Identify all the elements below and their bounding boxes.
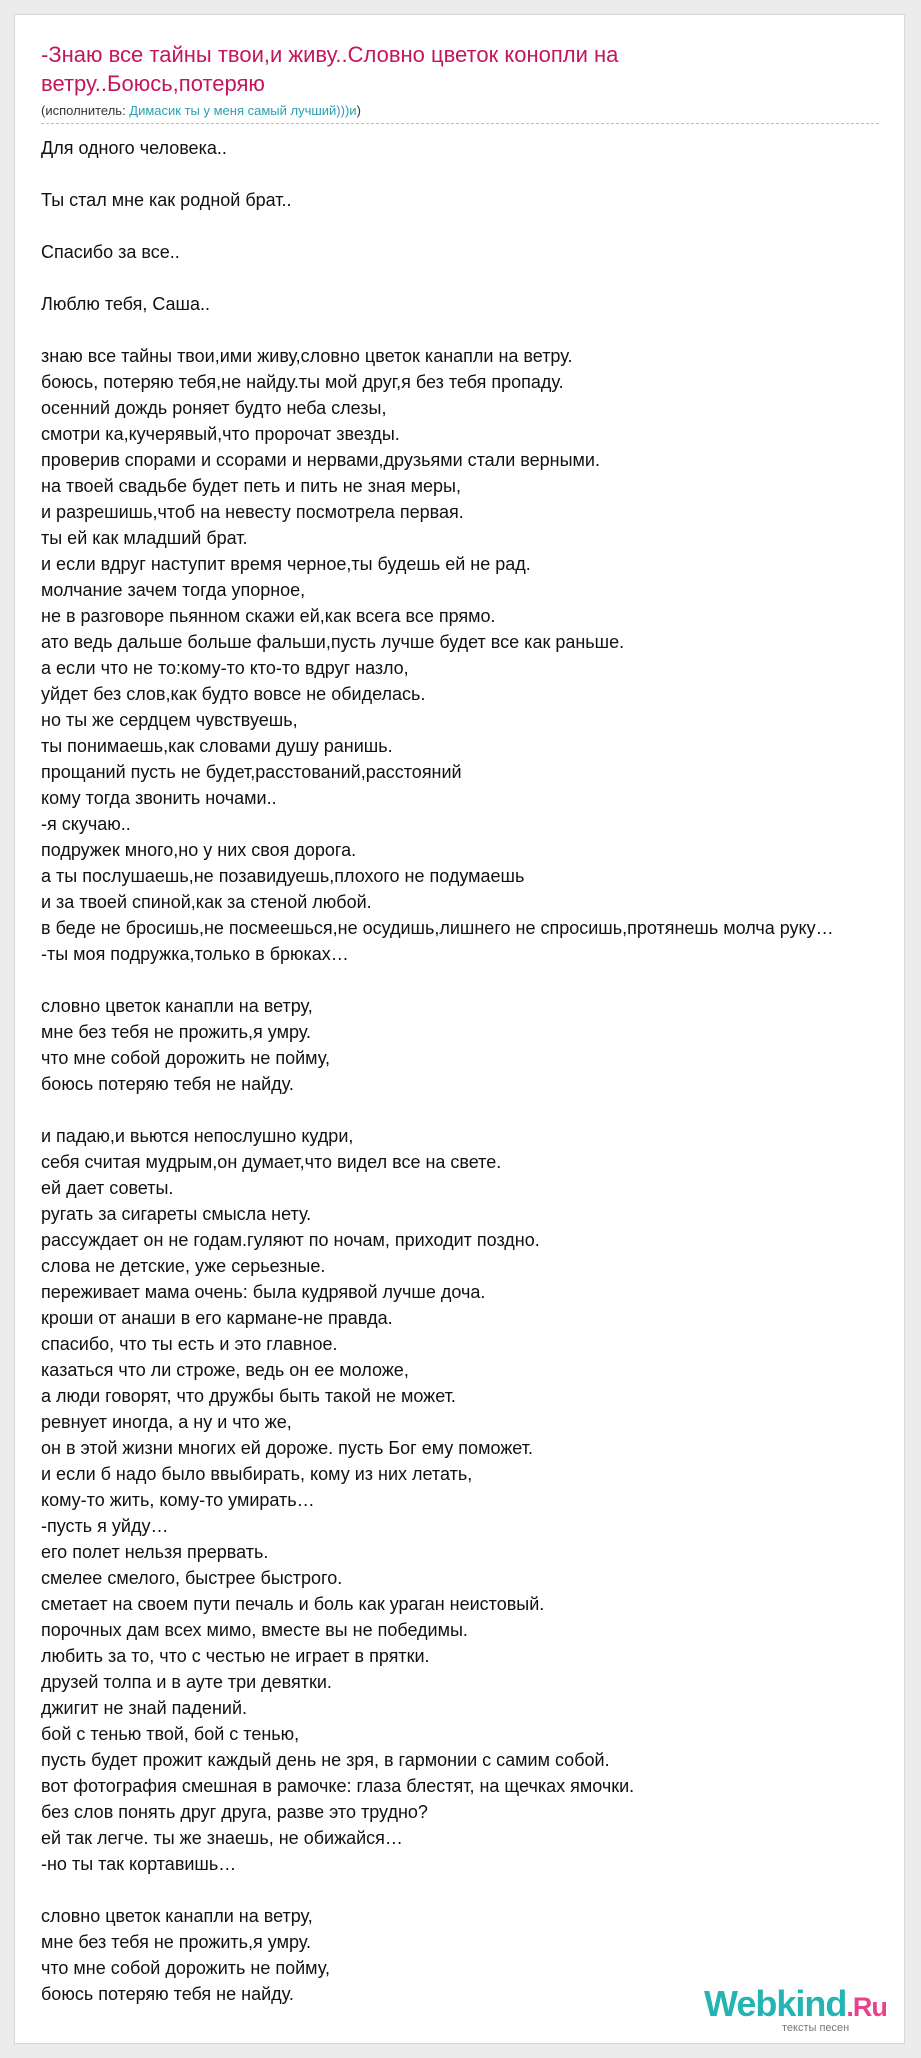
- lyric-line: вот фотография смешная в рамочке: глаза блестят, на щечках ямочки.: [41, 1776, 635, 1796]
- lyric-line: словно цветок канапли на ветру,: [41, 996, 313, 1016]
- lyric-line: спасибо, что ты есть и это главное.: [41, 1334, 338, 1354]
- lyric-line: а ты послушаешь,не позавидуешь,плохого не подумаешь: [41, 866, 525, 886]
- logo-tld: .Ru: [846, 1992, 887, 2022]
- lyric-line: знаю все тайны твои,ими живу,словно цветок канапли на ветру.: [41, 346, 573, 366]
- lyric-line: кому тогда звонить ночами..: [41, 788, 277, 808]
- lyric-line: порочных дам всех мимо, вместе вы не победимы.: [41, 1620, 468, 1640]
- lyric-line: словно цветок канапли на ветру,: [41, 1906, 313, 1926]
- lyric-line: не в разговоре пьянном скажи ей,как всега все прямо.: [41, 606, 496, 626]
- lyric-line: друзей толпа и в ауте три девятки.: [41, 1672, 332, 1692]
- lyric-line: боюсь потеряю тебя не найду.: [41, 1074, 294, 1094]
- lyric-line: мне без тебя не прожить,я умру.: [41, 1022, 311, 1042]
- lyric-line: сметает на своем пути печаль и боль как ураган неистовый.: [41, 1594, 545, 1614]
- lyric-line: боюсь, потеряю тебя,не найду.ты мой друг,я без тебя пропаду.: [41, 372, 564, 392]
- lyric-line: ато ведь дальше больше фальши,пусть лучше будет все как раньше.: [41, 632, 625, 652]
- lyric-line: ты ей как младший брат.: [41, 528, 248, 548]
- lyric-line: Люблю тебя, Саша..: [41, 294, 210, 314]
- lyric-line: -я скучаю..: [41, 814, 131, 834]
- lyric-line: -ты моя подружка,только в брюках…: [41, 944, 349, 964]
- lyric-line: а люди говорят, что дружбы быть такой не может.: [41, 1386, 456, 1406]
- title-divider: [41, 123, 879, 124]
- lyric-line: но ты же сердцем чувствуешь,: [41, 710, 298, 730]
- lyric-line: [41, 317, 921, 343]
- lyric-line: осенний дождь роняет будто неба слезы,: [41, 398, 387, 418]
- lyric-line: слова не детские, уже серьезные.: [41, 1256, 326, 1276]
- lyric-line: -пусть я уйду…: [41, 1516, 169, 1536]
- lyric-line: и если вдруг наступит время черное,ты будешь ей не рад.: [41, 554, 531, 574]
- lyric-line: без слов понять друг друга, разве это трудно?: [41, 1802, 428, 1822]
- lyric-line: в беде не бросишь,не посмеешься,не осудишь,лишнего не спросишь,протянешь молча руку…: [41, 918, 834, 938]
- logo-tagline: тексты песен: [782, 2022, 850, 2034]
- lyric-line: кроши от анаши в его кармане-не правда.: [41, 1308, 393, 1328]
- webkind-logo[interactable]: [704, 1984, 894, 2034]
- lyric-line: и если б надо было ввыбирать, кому из них летать,: [41, 1464, 473, 1484]
- lyric-line: джигит не знай падений.: [41, 1698, 247, 1718]
- performer-prefix: (исполнитель:: [41, 103, 130, 118]
- lyric-line: пусть будет прожит каждый день не зря, в гармонии с самим собой.: [41, 1750, 610, 1770]
- lyric-line: [41, 1877, 921, 1903]
- lyric-line: уйдет без слов,как будто вовсе не обиделась.: [41, 684, 426, 704]
- lyric-line: кому-то жить, кому-то умирать…: [41, 1490, 315, 1510]
- lyric-line: а если что не то:кому-то кто-то вдруг назло,: [41, 658, 409, 678]
- lyric-line: что мне собой дорожить не пойму,: [41, 1048, 330, 1068]
- lyric-line: [41, 161, 921, 187]
- lyric-line: бой с тенью твой, бой с тенью,: [41, 1724, 300, 1744]
- lyric-line: себя считая мудрым,он думает,что видел все на свете.: [41, 1152, 502, 1172]
- lyric-line: подружек много,но у них своя дорога.: [41, 840, 357, 860]
- lyric-line: смотри ка,кучерявый,что пророчат звезды.: [41, 424, 400, 444]
- lyric-line: казаться что ли строже, ведь он ее моложе,: [41, 1360, 409, 1380]
- lyric-line: мне без тебя не прожить,я умру.: [41, 1932, 311, 1952]
- logo-name: Webkind: [704, 1983, 847, 2024]
- lyric-line: переживает мама очень: была кудрявой лучше доча.: [41, 1282, 486, 1302]
- lyric-line: ругать за сигареты смысла нету.: [41, 1204, 312, 1224]
- lyric-line: Для одного человека..: [41, 138, 227, 158]
- lyric-line: боюсь потеряю тебя не найду.: [41, 1984, 294, 2004]
- lyric-line: молчание зачем тогда упорное,: [41, 580, 306, 600]
- lyric-line: Спасибо за все..: [41, 242, 180, 262]
- lyric-line: на твоей свадьбе будет петь и пить не зная меры,: [41, 476, 461, 496]
- lyric-line: [41, 1097, 921, 1123]
- lyric-line: его полет нельзя прервать.: [41, 1542, 269, 1562]
- lyric-line: и падаю,и вьются непослушно кудри,: [41, 1126, 354, 1146]
- lyric-line: [41, 967, 921, 993]
- lyric-line: ей так легче. ты же знаешь, не обижайся…: [41, 1828, 403, 1848]
- lyric-line: проверив спорами и ссорами и нервами,друзьями стали верными.: [41, 450, 600, 470]
- lyric-line: он в этой жизни многих ей дороже. пусть Бог ему поможет.: [41, 1438, 533, 1458]
- lyric-line: прощаний пусть не будет,расстований,расстояний: [41, 762, 462, 782]
- performer-suffix: ): [356, 103, 361, 118]
- lyric-line: [41, 213, 921, 239]
- lyric-line: -но ты так кортавишь…: [41, 1854, 237, 1874]
- lyrics-body: [41, 135, 921, 2007]
- lyric-line: ей дает советы.: [41, 1178, 174, 1198]
- lyric-line: что мне собой дорожить не пойму,: [41, 1958, 330, 1978]
- lyric-line: и разрешишь,чтоб на невесту посмотрела первая.: [41, 502, 464, 522]
- lyric-line: Ты стал мне как родной брат..: [41, 190, 292, 210]
- lyric-line: ревнует иногда, а ну и что же,: [41, 1412, 292, 1432]
- lyric-line: [41, 265, 921, 291]
- song-title: -Знаю все тайны твои,и живу..Словно цветок конопли на ветру..Боюсь,потеряю: [41, 42, 619, 96]
- performer-line: [41, 103, 361, 119]
- lyric-line: рассуждает он не годам.гуляют по ночам, приходит поздно.: [41, 1230, 540, 1250]
- lyric-line: смелее смелого, быстрее быстрого.: [41, 1568, 343, 1588]
- lyric-line: и за твоей спиной,как за стеной любой.: [41, 892, 372, 912]
- logo-wordmark: [704, 1984, 887, 2027]
- lyric-line: любить за то, что с честью не играет в прятки.: [41, 1646, 430, 1666]
- performer-link[interactable]: Димасик ты у меня самый лучший)))и: [129, 103, 357, 118]
- lyric-line: ты понимаешь,как словами душу ранишь.: [41, 736, 393, 756]
